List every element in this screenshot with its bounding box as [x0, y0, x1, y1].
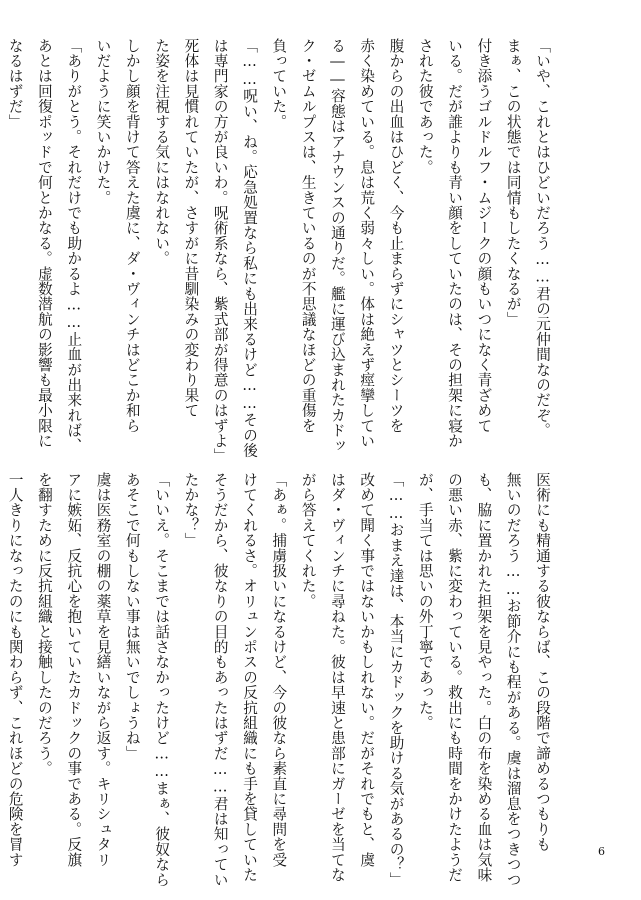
text-line: 死体は見慣れていたが、さすがに昔馴染みの変わり果て — [182, 38, 200, 418]
text-line: けてくれるさ。オリュンポスの反抗組織にも手を貸していた — [241, 472, 259, 883]
text-line: を翻すために反抗組織と接触したのだろう。 — [35, 472, 53, 776]
text-line: 「……呪い、ね。応急処置なら私にも出来るけど……その後 — [241, 38, 259, 458]
text-line: 赤く染めている。息は荒く弱々しい。体は絶えず痙攣してい — [358, 38, 376, 449]
text-line: はダ・ヴィンチに尋ねた。彼は早速と患部にガーゼを当てな — [328, 472, 346, 883]
text-line: たかな？」 — [182, 472, 200, 548]
page-number: 6 — [598, 845, 605, 858]
text-line: 「ありがとう。それだけでも助かるよ……止血が出来れば、 — [65, 38, 83, 454]
text-line: は専門家の方が良いわ。呪術系なら、紫式部が得意のはずよ」 — [211, 38, 229, 464]
text-column-top — [0, 38, 557, 464]
text-line: まぁ、この状態では同情もしたくなるが」 — [504, 38, 522, 327]
text-line: しかし顔を背けて答えた虞に、ダ・ヴィンチはどこか和ら — [123, 38, 141, 434]
text-line: 付き添うゴルドルフ・ムジークの顔もいつになく青ざめて — [475, 38, 493, 434]
text-line: アに嫉妬、反抗心を抱いていたカドックの事である。反旗 — [65, 472, 83, 868]
text-line: が、手当ては思いの外丁寧であった。 — [416, 472, 434, 731]
text-column-bottom — [0, 472, 557, 888]
text-line: された彼であった。 — [416, 38, 434, 175]
text-line: も、脇に置かれた担架を見やった。白の布を染める血は気味 — [475, 472, 493, 883]
text-line: 一人きりになったのにも関わらず、これほどの危険を冒す — [6, 472, 24, 868]
text-line: 虞は医務室の棚の薬草を見繕いながら返す。キリシュタリ — [94, 472, 112, 868]
text-line: ク・ゼムルプスは、生きているのが不思議なほどの重傷を — [299, 38, 317, 434]
text-line: る――容態はアナウンスの通りだ。艦に運び込まれたカドッ — [328, 38, 346, 454]
text-line: そうだから、彼なりの目的もあったはずだ……君は知ってい — [211, 472, 229, 888]
text-line: 「いいえ。そこまでは話さなかったけど……まぁ、彼奴なら — [153, 472, 171, 888]
text-line: いる。だが誰よりも青い顔をしていたのは、その担架に寝か — [446, 38, 464, 449]
text-line: 負っていた。 — [270, 38, 288, 130]
text-line: 無いのだろう……お節介にも程がある。虞は溜息をつきつつ — [504, 472, 522, 888]
text-line: 改めて聞く事ではないかもしれない。だがそれでもと、虞 — [358, 472, 376, 868]
text-line: なるはずだ」 — [6, 38, 24, 130]
text-line: あとは回復ポッドで何とかなる。虚数潜航の影響も最小限に — [35, 38, 53, 449]
text-line: 医術にも精通する彼ならば、この段階で諦めるつもりも — [534, 472, 551, 852]
text-line: いだように笑いかけた。 — [94, 38, 112, 206]
text-line: 「あぁ。捕虜扱いになるけど、今の彼なら素直に尋問を受 — [270, 472, 288, 868]
text-line: がら答えてくれた。 — [299, 472, 317, 609]
text-line: た姿を注視する気にはなれない。 — [153, 38, 171, 266]
text-line: 腹からの出血はひどく、今も止まらずにシャツとシーツを — [387, 38, 405, 434]
text-line: 「……おまえ達は、本当にカドックを助ける気があるの？」 — [387, 472, 405, 888]
text-line: 「いや、これとはひどいだろう……君の元仲間なのだぞ。 — [534, 38, 551, 438]
text-line: あそこで何もしない事は無いでしょうね」 — [123, 472, 141, 761]
text-line: の悪い赤、紫に変わっている。救出にも時間をかけたようだ — [446, 472, 464, 883]
